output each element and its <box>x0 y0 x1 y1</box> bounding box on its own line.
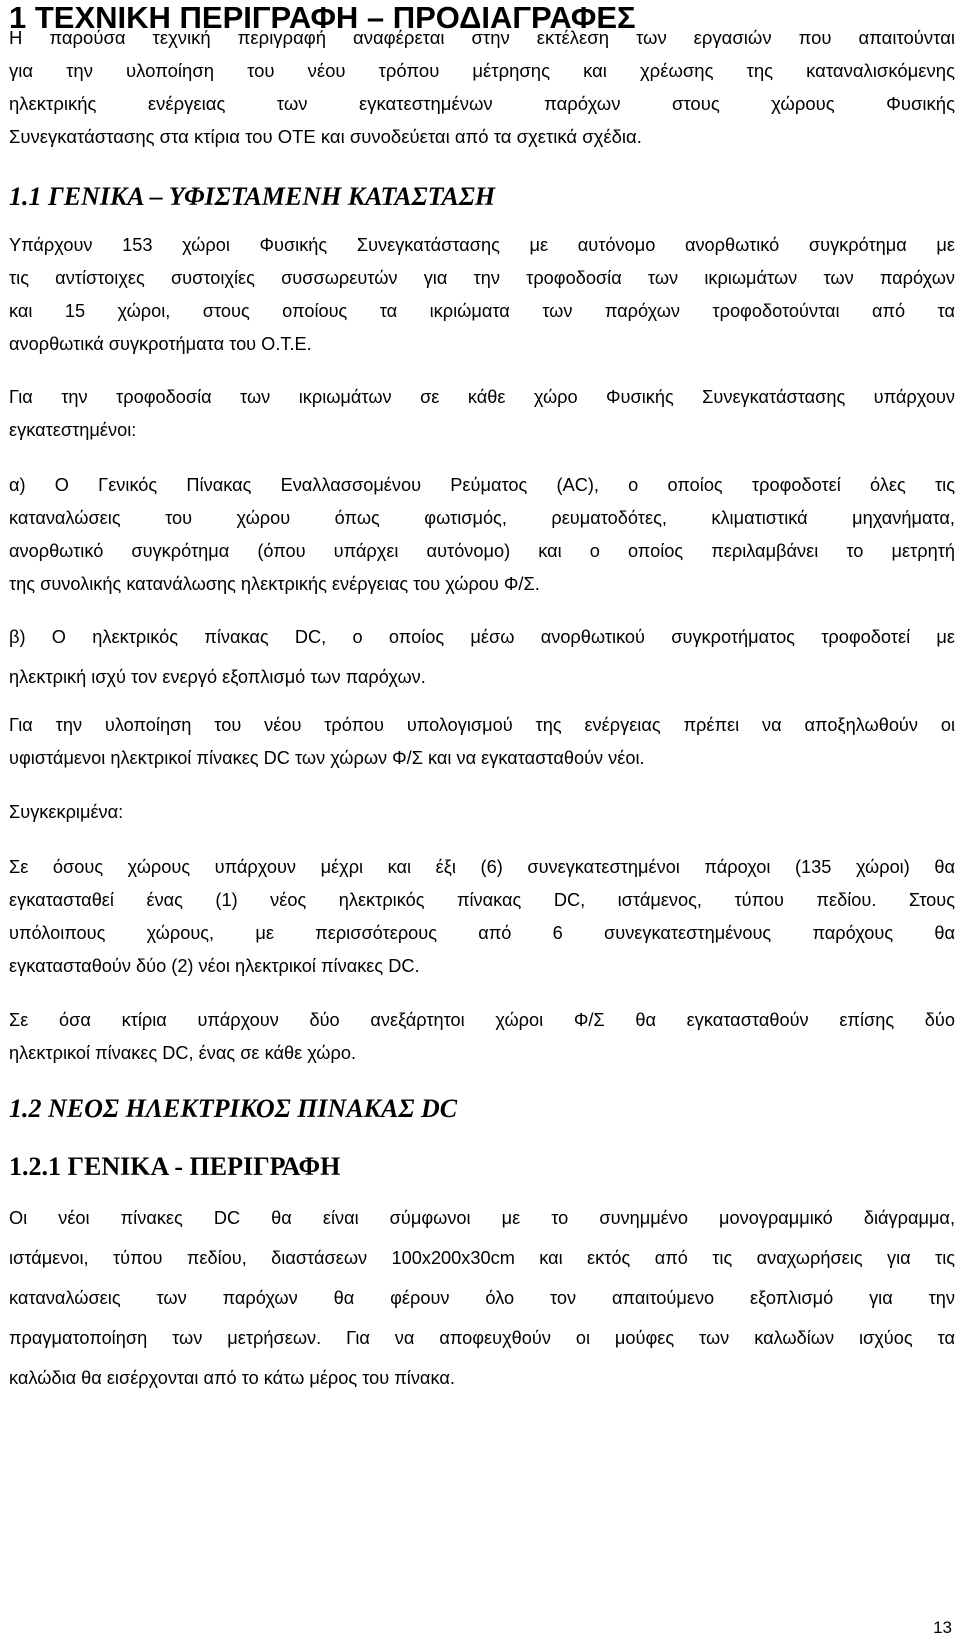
paragraph-line: εγκατασταθεί ένας (1) νέος ηλεκτρικός πίνακας DC, ιστάμενος, τύπου πεδίου. Στους <box>9 890 955 910</box>
paragraph-line: Για την τροφοδοσία των ικριωμάτων σε κάθε χώρο Φυσικής Συνεγκατάστασης υπάρχουν <box>9 387 955 407</box>
paragraph-line: Σε όσα κτίρια υπάρχουν δύο ανεξάρτητοι χώροι Φ/Σ θα εγκατασταθούν επίσης δύο <box>9 1010 955 1030</box>
paragraph-line: της συνολικής κατανάλωσης ηλεκτρικής ενέργειας του χώρου Φ/Σ. <box>9 574 540 594</box>
paragraph-line: Υπάρχουν 153 χώροι Φυσικής Συνεγκατάστασης με αυτόνομο ανορθωτικό συγκρότημα με <box>9 235 955 255</box>
intro-line: για την υλοποίηση του νέου τρόπου μέτρησης και χρέωσης της καταναλισκόμενης <box>9 60 955 81</box>
paragraph-line: ηλεκτρικοί πίνακες DC, ένας σε κάθε χώρο. <box>9 1043 357 1063</box>
intro-line: ηλεκτρικής ενέργειας των εγκατεστημένων παρόχων στους χώρους Φυσικής <box>9 93 955 114</box>
paragraph-line: πραγματοποίηση των μετρήσεων. Για να αποφευχθούν οι μούφες των καλωδίων ισχύος τα <box>9 1328 955 1348</box>
paragraph-line: τις αντίστοιχες συστοιχίες συσσωρευτών για την τροφοδοσία των ικριωμάτων των παρόχων <box>9 268 955 288</box>
intro-line: Η παρούσα τεχνική περιγραφή αναφέρεται στην εκτέλεση των εργασιών που απαιτούνται <box>9 27 955 48</box>
paragraph-line: εγκατασταθούν δύο (2) νέοι ηλεκτρικοί πίνακες DC. <box>9 956 420 976</box>
paragraph-line: υπόλοιπους χώρους, με περισσότερους από 6 συνεγκατεστημένους παρόχους θα <box>9 923 955 943</box>
page-number: 13 <box>933 1618 952 1637</box>
paragraph-line: Συγκεκριμένα: <box>9 802 124 822</box>
main-heading: 1 ΤΕΧΝΙΚΗ ΠΕΡΙΓΡΑΦΗ – ΠΡΟΔΙΑΓΡΑΦΕΣ <box>9 0 636 35</box>
paragraph-line: καλώδια θα εισέρχονται από το κάτω μέρος του πίνακα. <box>9 1368 455 1388</box>
paragraph-line: ανορθωτικά συγκροτήματα του Ο.Τ.Ε. <box>9 334 312 354</box>
paragraph-line: καταναλώσεις των παρόχων θα φέρουν όλο τον απαιτούμενο εξοπλισμό για την <box>9 1288 955 1308</box>
paragraph-line: καταναλώσεις του χώρου όπως φωτισμός, ρευματοδότες, κλιματιστικά μηχανήματα, <box>9 508 955 528</box>
paragraph-line: υφιστάμενοι ηλεκτρικοί πίνακες DC των χώρων Φ/Σ και να εγκατασταθούν νέοι. <box>9 748 645 768</box>
paragraph-line: εγκατεστημένοι: <box>9 420 137 440</box>
section-heading-1-1: 1.1 ΓΕΝΙΚΑ – ΥΦΙΣΤΑΜΕΝΗ ΚΑΤΑΣΤΑΣΗ <box>9 182 496 211</box>
paragraph-line: Οι νέοι πίνακες DC θα είναι σύμφωνοι με το συνημμένο μονογραμμικό διάγραμμα, <box>9 1208 955 1228</box>
paragraph-line: και 15 χώροι, στους οποίους τα ικριώματα των παρόχων τροφοδοτούνται από τα <box>9 301 955 321</box>
paragraph-line: ηλεκτρική ισχύ τον ενεργό εξοπλισμό των παρόχων. <box>9 667 426 687</box>
paragraph-line: ανορθωτικό συγκρότημα (όπου υπάρχει αυτόνομο) και ο οποίος περιλαμβάνει το μετρητή <box>9 541 955 561</box>
paragraph-line: α) Ο Γενικός Πίνακας Εναλλασσομένου Ρεύματος (AC), ο οποίος τροφοδοτεί όλες τις <box>9 475 955 495</box>
intro-line: Συνεγκατάστασης στα κτίρια του ΟΤΕ και συνοδεύεται από τα σχετικά σχέδια. <box>9 126 642 147</box>
section-heading-1-2-1: 1.2.1 ΓΕΝΙΚΑ - ΠΕΡΙΓΡΑΦΗ <box>9 1152 341 1181</box>
section-heading-1-2: 1.2 ΝΕΟΣ ΗΛΕΚΤΡΙΚΟΣ ΠΙΝΑΚΑΣ DC <box>9 1094 458 1123</box>
paragraph-line: β) Ο ηλεκτρικός πίνακας DC, ο οποίος μέσω ανορθωτικού συγκροτήματος τροφοδοτεί με <box>9 627 955 647</box>
paragraph-line: ιστάμενοι, τύπου πεδίου, διαστάσεων 100x200x30cm και εκτός από τις αναχωρήσεις για τις <box>9 1248 955 1268</box>
paragraph-line: Σε όσους χώρους υπάρχουν μέχρι και έξι (6) συνεγκατεστημένοι πάροχοι (135 χώροι) θα <box>9 857 955 877</box>
paragraph-line: Για την υλοποίηση του νέου τρόπου υπολογισμού της ενέργειας πρέπει να αποξηλωθούν οι <box>9 715 955 735</box>
